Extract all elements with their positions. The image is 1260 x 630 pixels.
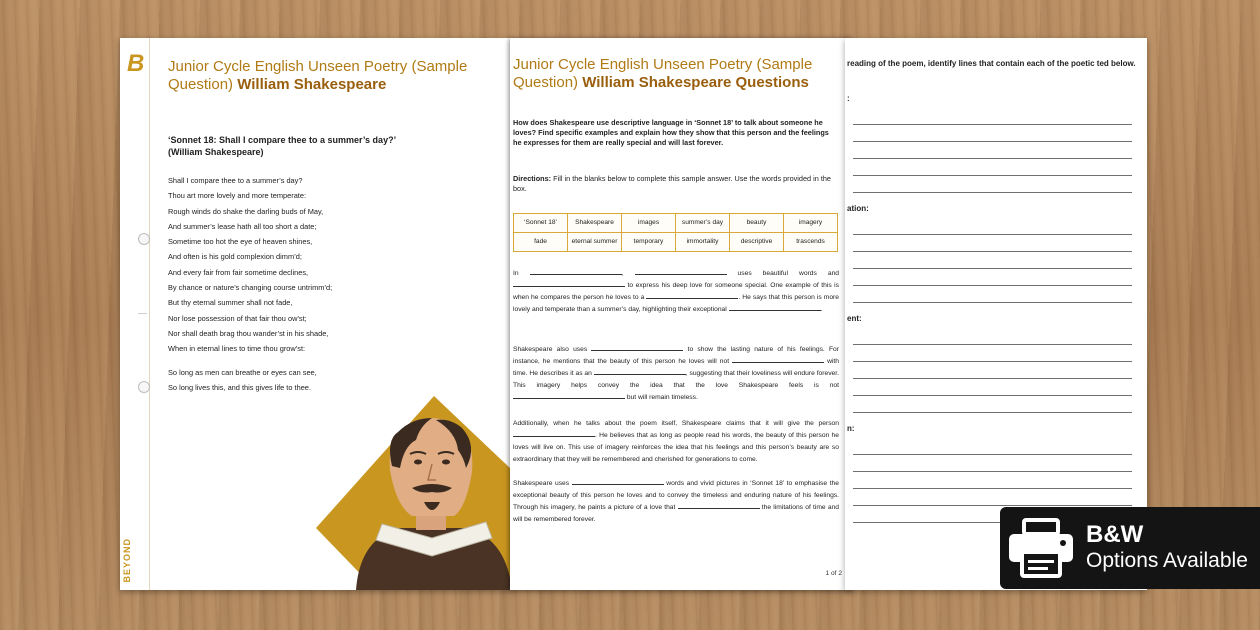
word-bank-cell: beauty	[730, 214, 784, 233]
poem-line: By chance or nature’s changing course untrimm’d;	[168, 283, 333, 293]
device-label: ation:	[847, 204, 869, 213]
word-bank-cell: ‘Sonnet 18’	[514, 214, 568, 233]
word-bank-cell: imagery	[784, 214, 838, 233]
word-bank-cell: descriptive	[730, 233, 784, 252]
directions	[513, 174, 839, 194]
poem-line: Rough winds do shake the darling buds of May,	[168, 206, 324, 216]
writing-line[interactable]	[853, 378, 1132, 379]
answer-blank[interactable]	[729, 304, 821, 311]
fold-mark	[138, 313, 147, 314]
question-text: How does Shakespeare use descriptive language in ‘Sonnet 18’ to talk about someone he loves? Find specific examples and explain how they show that this person and the feelings he expresses for them are really special and will last forever.	[513, 118, 829, 147]
writing-line[interactable]	[853, 395, 1132, 396]
para-text: uses beautiful words and	[737, 270, 840, 277]
badge-subtitle: Options Available	[1086, 549, 1248, 572]
para-text: to show the lasting nature of his feelings. For instance, he mentions that the beauty of this person he loves will not	[513, 346, 840, 365]
word-bank-cell: fade	[514, 233, 568, 252]
answer-blank[interactable]	[513, 280, 625, 287]
writing-line[interactable]	[853, 302, 1132, 303]
para-text: the limitations of time and will be remembered forever.	[513, 504, 839, 523]
title-bold: William Shakespeare Questions	[582, 74, 809, 91]
writing-line[interactable]	[853, 454, 1132, 455]
poem-title: ‘Sonnet 18: Shall I compare thee to a summer’s day?’	[168, 135, 397, 145]
word-bank-cell: immortality	[676, 233, 730, 252]
portrait-eye	[442, 460, 450, 465]
para-text: . He says that this person is more lovely and temperate than a summer’s day, highlighting their exceptional	[513, 294, 840, 313]
poem-line: Shall I compare thee to a summer’s day?	[168, 176, 303, 185]
writing-line[interactable]	[853, 124, 1132, 125]
word-bank-cell: images	[622, 214, 676, 233]
poem-heading	[168, 134, 468, 158]
device-label: ent:	[847, 314, 862, 323]
answer-blank[interactable]	[594, 368, 686, 375]
writing-line[interactable]	[853, 488, 1132, 489]
page-title	[513, 56, 843, 92]
directions-text: Fill in the blanks below to complete this sample answer. Use the words provided in the box.	[513, 174, 831, 193]
portrait-eye	[414, 460, 422, 465]
word-bank-cell: temporary	[622, 233, 676, 252]
bw-options-badge	[1000, 507, 1260, 589]
writing-line[interactable]	[853, 234, 1132, 235]
para-text: In	[513, 270, 519, 277]
answer-blank[interactable]	[732, 356, 824, 363]
title-bold: William Shakespeare	[237, 76, 387, 93]
word-bank-cell: summer’s day	[676, 214, 730, 233]
para-text: , suggesting that their loveliness will endure forever. This imagery helps convey the idea that the love Shakespeare feels is not	[513, 370, 839, 389]
word-bank-row	[514, 214, 838, 233]
title-regular: Junior Cycle English Unseen Poetry (Sample Question)	[513, 56, 813, 91]
device-label: n:	[847, 424, 855, 433]
para-text: Additionally, when he talks about the poem itself, Shakespeare claims that it will give the person	[513, 420, 839, 427]
poem-line: But thy eternal summer shall not fade,	[168, 298, 293, 308]
punch-hole	[138, 381, 150, 393]
answer-blank[interactable]	[678, 502, 760, 509]
word-bank-cell: trascends	[784, 233, 838, 252]
writing-line[interactable]	[853, 361, 1132, 362]
writing-line[interactable]	[853, 268, 1132, 269]
poem-line: Thou art more lovely and more temperate:	[168, 191, 307, 201]
writing-line[interactable]	[853, 412, 1132, 413]
poem-line: So long lives this, and this gives life to thee.	[168, 382, 311, 392]
badge-title: B&W	[1086, 521, 1144, 548]
answer-blank[interactable]	[513, 392, 625, 399]
writing-line[interactable]	[853, 175, 1132, 176]
poem-line: And summer’s lease hath all too short a date;	[168, 221, 317, 231]
poem-line: Sometime too hot the eye of heaven shines,	[168, 237, 313, 247]
writing-line[interactable]	[853, 471, 1132, 472]
writing-line[interactable]	[853, 192, 1132, 193]
answer-blank[interactable]	[591, 344, 683, 351]
answer-paragraph	[513, 344, 839, 404]
answer-blank[interactable]	[530, 268, 622, 275]
worksheet-page-questions	[510, 38, 852, 590]
para-text: Shakespeare also uses	[513, 346, 588, 353]
para-text: words and vivid pictures in ‘Sonnet 18’ to emphasise the exceptional beauty of this person he loves and to convey the timeless and enduring nature of his feelings. Through his imagery, he paints a picture of a love that	[513, 480, 839, 511]
answer-paragraph	[513, 478, 839, 526]
writing-line[interactable]	[853, 158, 1132, 159]
poem-author: (William Shakespeare)	[168, 147, 264, 157]
poem-line: When in eternal lines to time thou grow’st:	[168, 344, 306, 354]
poem-body	[168, 173, 468, 395]
word-bank	[513, 213, 838, 252]
answer-blank[interactable]	[646, 292, 738, 299]
para-text: with time. He describes it as an	[513, 358, 840, 377]
para-text: to express his deep love for someone special. One example of this is when he compares the person he loves to a	[513, 282, 839, 301]
worksheet-page-poem	[120, 38, 512, 590]
poem-line: Nor shall death brag thou wander’st in his shade,	[168, 328, 329, 338]
shakespeare-portrait	[316, 388, 512, 590]
poem-line: And often is his gold complexion dimm’d;	[168, 252, 302, 262]
beyond-logo: B	[127, 50, 145, 77]
directions-label: Directions:	[513, 174, 552, 183]
title-regular: Junior Cycle English Unseen Poetry (Sample Question)	[168, 58, 468, 93]
para-text: . He believes that as long as people read his words, the beauty of this person he loves will live on. This use of imagery reinforces the idea that his feelings and this person’s beauty are so extraordinary that they will be remembered and cherished for generations to come.	[513, 432, 839, 463]
brand-name: BEYOND	[122, 538, 132, 583]
page-title	[168, 58, 488, 94]
brand-band	[120, 38, 150, 590]
word-bank-cell: eternal summer	[568, 233, 622, 252]
writing-line[interactable]	[853, 344, 1132, 345]
printer-icon	[1006, 518, 1076, 578]
para-text: but will remain timeless.	[626, 394, 698, 401]
word-bank-row	[514, 233, 838, 252]
poem-line: Nor lose possession of that fair thou ow’st;	[168, 313, 307, 323]
poem-line: So long as men can breathe or eyes can see,	[168, 367, 317, 377]
para-text: .	[820, 306, 823, 313]
para-text: Shakespeare uses	[513, 480, 570, 487]
writing-line[interactable]	[853, 251, 1132, 252]
stanza-gap	[168, 357, 468, 365]
poem-line: And every fair from fair sometime declines,	[168, 267, 309, 277]
writing-line[interactable]	[853, 285, 1132, 286]
device-label: :	[847, 94, 850, 103]
answer-paragraph	[513, 268, 839, 316]
punch-hole	[138, 233, 150, 245]
answer-blank[interactable]	[513, 430, 595, 437]
answer-paragraph	[513, 418, 839, 466]
word-bank-cell: Shakespeare	[568, 214, 622, 233]
devices-intro: reading of the poem, identify lines that contain each of the poetic ted below.	[847, 59, 1136, 68]
page-number: 1 of 2	[825, 570, 842, 577]
para-text: ,	[621, 270, 624, 277]
writing-line[interactable]	[853, 141, 1132, 142]
writing-line[interactable]	[853, 505, 1132, 506]
answer-blank[interactable]	[572, 478, 664, 485]
answer-blank[interactable]	[635, 268, 727, 275]
